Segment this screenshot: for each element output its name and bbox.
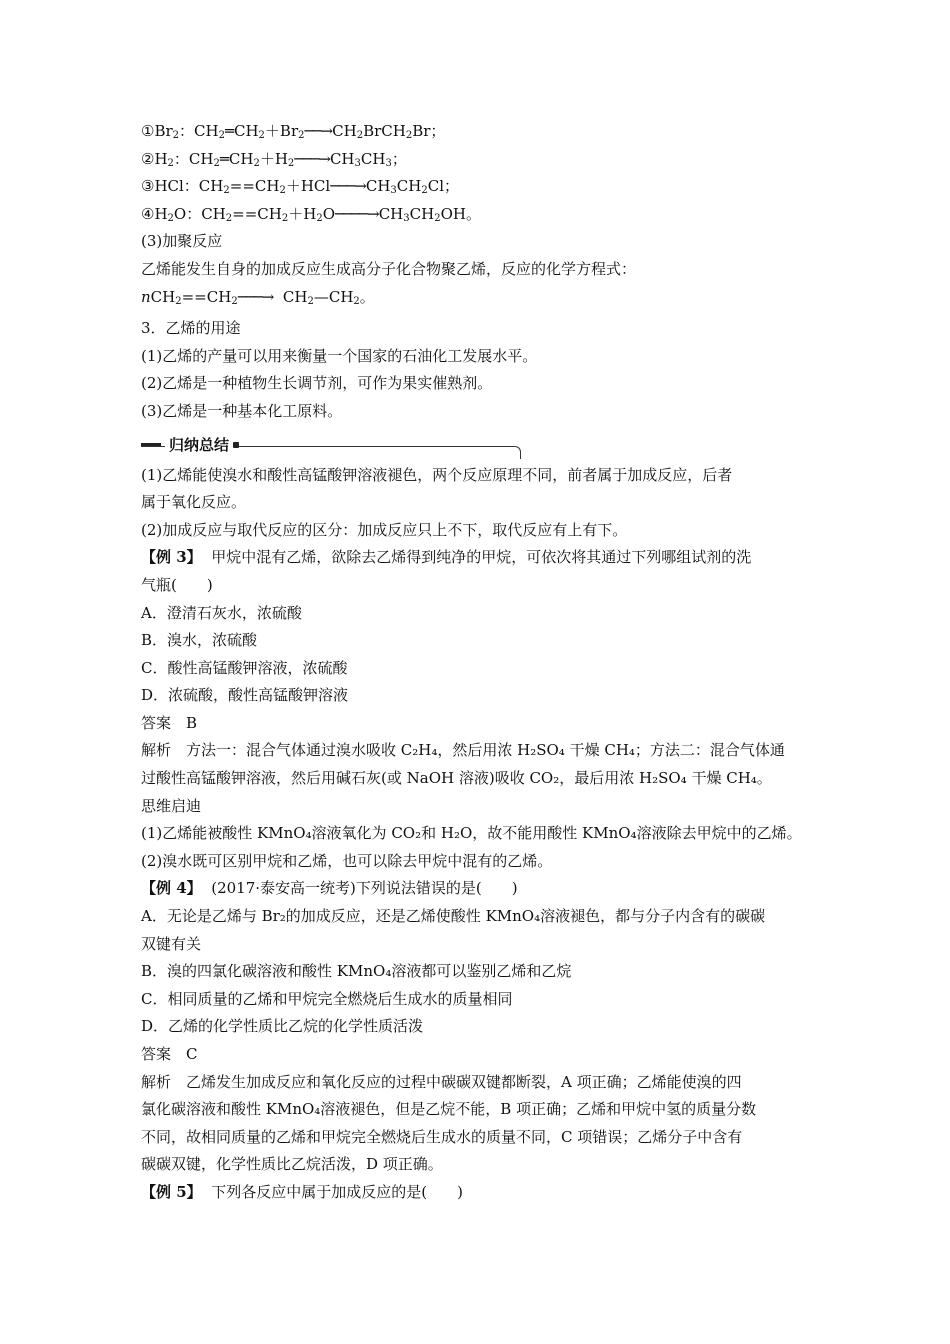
example-4-option-b: B．溴的四氯化碳溶液和酸性 KMnO₄溶液都可以鉴别乙烯和乙烷	[141, 962, 572, 981]
reaction-br2: $①Br_2$：$CH_2═CH_2+Br_2──\to CH_2BrCH_2Br$；	[141, 122, 446, 141]
example-3-option-b: B．溴水，浓硫酸	[141, 631, 258, 650]
reaction-h2o: $④H_2O$：$CH_2==CH_2+H_2O────\to CH_3CH_2OH$。	[141, 204, 481, 224]
thinking-heading: 思维启迪	[141, 796, 202, 815]
document-page	[141, 118, 811, 1207]
example-4-explanation-cont: 不同，故相同质量的乙烯和甲烷完全燃烧后生成水的质量不同，C 项错误；乙烯分子中含有	[141, 1127, 743, 1146]
example-3-option-a: A．澄清石灰水，浓硫酸	[141, 603, 302, 622]
uses-heading: 3．乙烯的用途	[141, 319, 241, 338]
summary-point-1-cont: 属于氧化反应。	[141, 493, 247, 512]
example-4-answer: 答案 C	[141, 1045, 198, 1063]
example-3-tag: 【例 3】	[141, 548, 202, 567]
thinking-point-2: (2)溴水既可区别甲烷和乙烯，也可以除去甲烷中混有的乙烯。	[141, 851, 553, 870]
example-4-option-a: A．无论是乙烯与 Br₂的加成反应，还是乙烯使酸性 KMnO₄溶液褪色，都与分子内含有的碳碳	[141, 907, 766, 926]
example-3-question: 【例 3】 甲烷中混有乙烯，欲除去乙烯得到纯净的甲烷，可依次将其通过下列哪组试剂的洗	[141, 548, 752, 567]
uses-item: (1)乙烯的产量可以用来衡量一个国家的石油化工发展水平。	[141, 346, 538, 365]
uses-item: (3)乙烯是一种基本化工原料。	[141, 401, 343, 420]
example-3-option-c: C．酸性高锰酸钾溶液，浓硫酸	[141, 658, 348, 677]
example-3-option-d: D．浓硫酸，酸性高锰酸钾溶液	[141, 686, 349, 705]
example-4-explanation-cont: 氯化碳溶液和酸性 KMnO₄溶液褪色，但是乙烷不能，B 项正确；乙烯和甲烷中氢的质量分数	[141, 1100, 757, 1119]
example-4-question: 【例 4】 (2017·泰安高一统考)下列说法错误的是( )	[141, 879, 518, 898]
example-3-explanation-cont: 过酸性高锰酸钾溶液，然后用碱石灰(或 NaOH 溶液)吸收 CO₂，最后用浓 H₂SO₄ 干燥 CH₄。	[141, 769, 772, 788]
example-3-question-cont: 气瓶( )	[141, 575, 213, 594]
reaction-hcl: ③HCl：$CH_2==CH_2+HCl───\to CH_3CH_2Cl$；	[141, 177, 460, 197]
example-4-option-a-cont: 双键有关	[141, 934, 202, 953]
summary-point-1: (1)乙烯能使溴水和酸性高锰酸钾溶液褪色，两个反应原理不同，前者属于加成反应，后者	[141, 465, 733, 484]
summary-dash	[141, 443, 161, 446]
example-4-option-d: D．乙烯的化学性质比乙烷的化学性质活泼	[141, 1017, 424, 1036]
thinking-point-1: (1)乙烯能被酸性 KMnO₄溶液氧化为 CO₂和 H₂O，故不能用酸性 KMnO₄溶液除去甲烷中的乙烯。	[141, 824, 802, 843]
polyethylene-unit: $CH_2—CH_2$	[282, 287, 360, 307]
summary-header	[141, 432, 811, 462]
uses-item: (2)乙烯是一种植物生长调节剂，可作为果实催熟剂。	[141, 374, 493, 393]
example-3-answer: 答案 B	[141, 713, 198, 732]
example-5-question: 【例 5】 下列各反应中属于加成反应的是( )	[141, 1182, 463, 1201]
example-3-explanation: 解析 方法一：混合气体通过溴水吸收 C₂H₄，然后用浓 H₂SO₄ 干燥 CH₄；方法二：混合气体通	[141, 741, 785, 760]
example-5-tag: 【例 5】	[141, 1182, 202, 1201]
example-4-explanation-cont: 碳碳双键，化学性质比乙烷活泼，D 项正确。	[141, 1155, 443, 1174]
example-4-tag: 【例 4】	[141, 879, 202, 898]
polymerization-description: 乙烯能发生自身的加成反应生成高分子化合物聚乙烯，反应的化学方程式：	[141, 259, 637, 278]
summary-dot	[233, 442, 239, 448]
example-4-option-c: C．相同质量的乙烯和甲烷完全燃烧后生成水的质量相同	[141, 989, 513, 1008]
reaction-h2: $②H_2$：$CH_2═CH_2+H_2───\to CH_3CH_3$；	[141, 149, 407, 169]
polymerization-equation: $nCH_2==CH_2───\to$ $CH_2—CH_2$。	[141, 284, 811, 312]
example-4-explanation: 解析 乙烯发生加成反应和氧化反应的过程中碳碳双键都断裂，A 项正确；乙烯能使溴的四	[141, 1072, 742, 1091]
summary-point-2: (2)加成反应与取代反应的区分：加成反应只上不下，取代反应有上有下。	[141, 520, 628, 539]
summary-title: 归纳总结	[165, 432, 233, 459]
polymerization-heading: (3)加聚反应	[141, 232, 223, 251]
